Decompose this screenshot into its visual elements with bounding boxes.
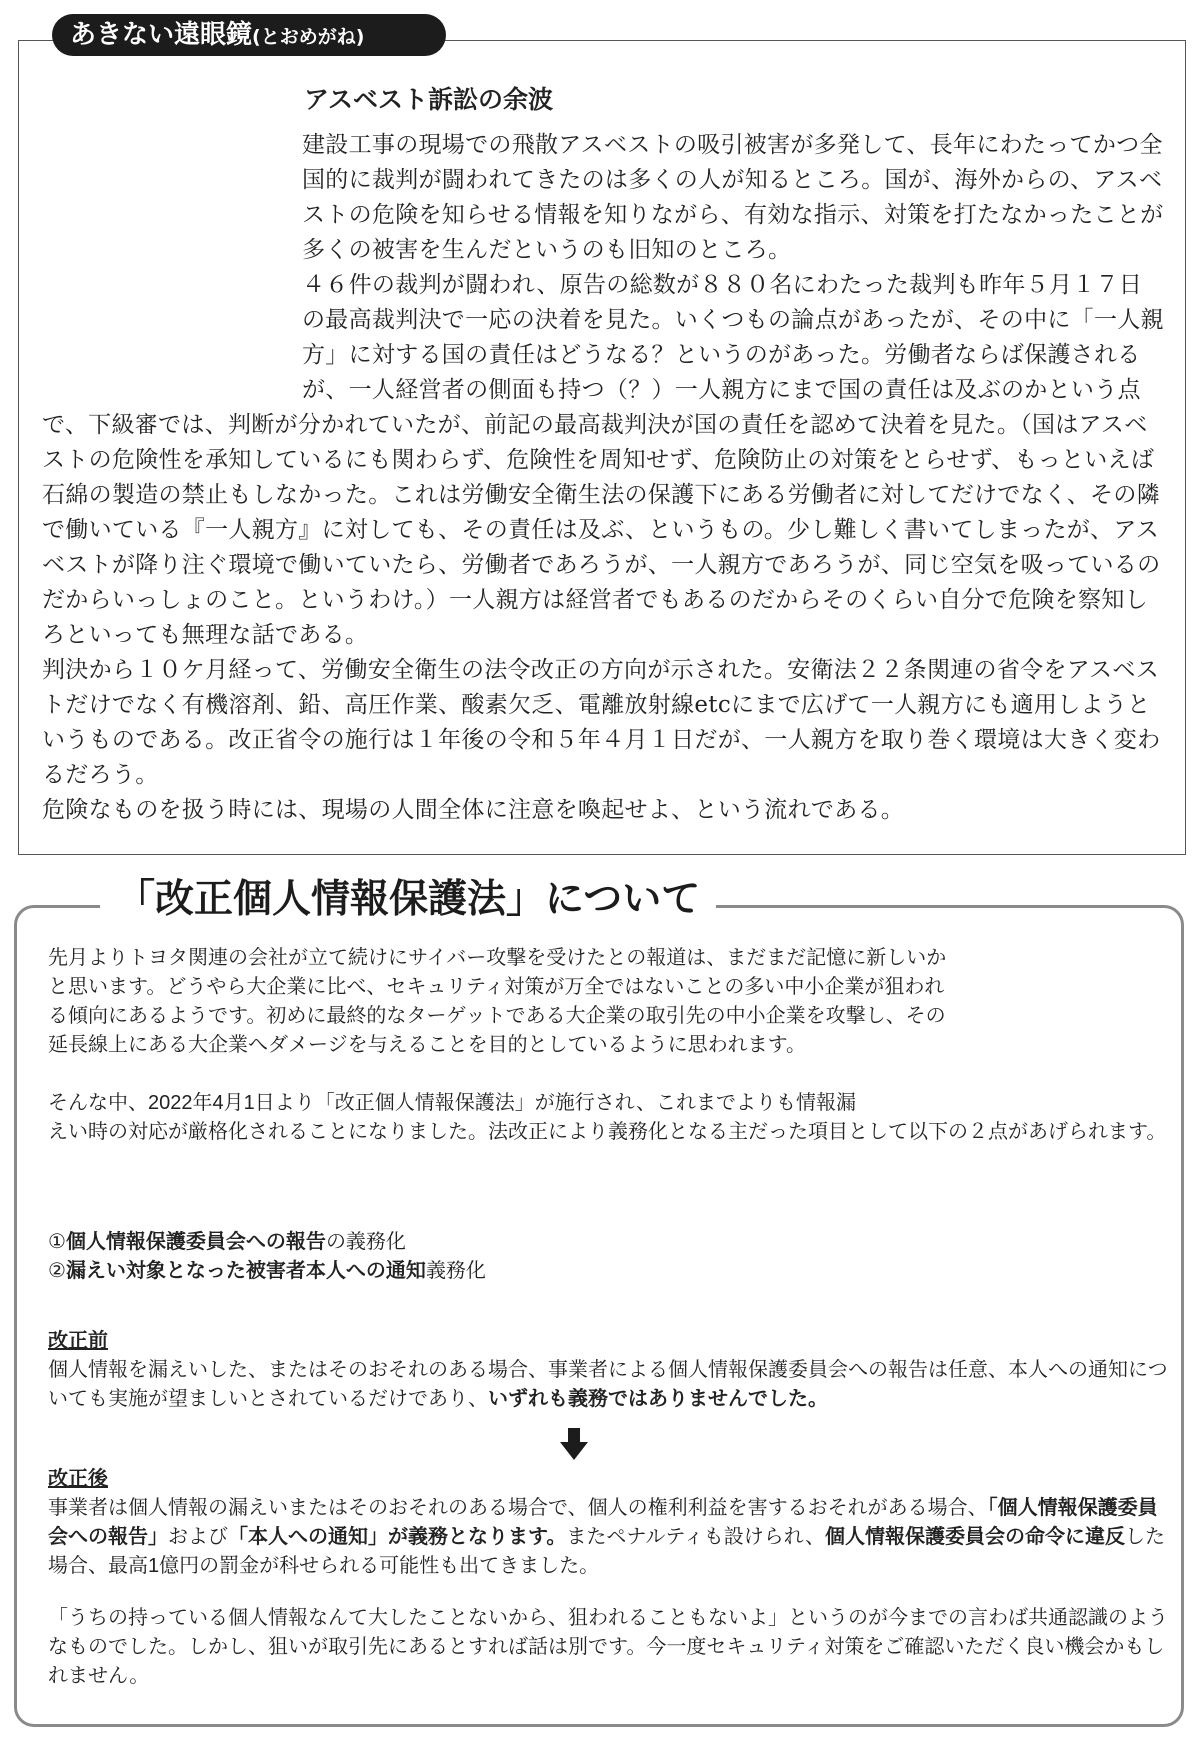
duty-item-2-suffix: 義務化 (425, 1260, 486, 1282)
duty-item-1 (48, 1228, 486, 1257)
down-arrow-icon (560, 1428, 588, 1460)
amendment-paragraph (48, 1089, 1168, 1147)
after-bold-3: 個人情報保護委員会の命令に違反 (825, 1526, 1126, 1548)
after-text-4: した場合、最高1億円の罰金が科せられる可能性も出てきました。 (48, 1526, 1166, 1577)
duty-item-2-number: ② (48, 1260, 66, 1282)
before-text: 個人情報を漏えいした、またはそのおそれのある場合、事業者による個人情報保護委員会への報告は任意、本人への通知についても実施が望ましいとされているだけであり、 (48, 1359, 1168, 1410)
after-text-2: および (168, 1526, 228, 1548)
intro-paragraph: 先月よりトヨタ関連の会社が立て続けにサイバー攻撃を受けたとの報道は、まだまだ記憶に新しいかと思います。どうやら大企業に比べ、セキュリティ対策が万全ではないことの多い中小企業が狙われる傾向にあるようです。初めに最終的なターゲットである大企業の取引先の中小企業を攻撃し、その延長線上にある大企業へダメージを与えることを目的としているように思われます。 (48, 947, 947, 1056)
badge-reading: (とおめがね) (252, 26, 365, 48)
after-bold-2: 「本人への通知」が義務となります。 (228, 1526, 567, 1548)
badge-title: あきない遠眼鏡 (70, 20, 253, 50)
column-title: アスベスト訴訟の余波 (304, 85, 554, 114)
column-paragraph-4: 危険なものを扱う時には、現場の人間全体に注意を喚起せよ、という流れである。 (42, 797, 905, 823)
duty-item-1-suffix: の義務化 (325, 1231, 406, 1253)
duty-list (48, 1228, 486, 1286)
after-heading: 改正後 (48, 1468, 108, 1490)
closing-paragraph: 「うちの持っている個人情報なんて大したことないから、狙われることもないよ」というのが今までの言わば共通認識のようなものでした。しかし、狙いが取引先にあるとすれば話は別です。今一度セキュリティ対策をご確認いただく良い機会かもしれません。 (48, 1607, 1168, 1687)
column-badge (52, 14, 446, 56)
duty-item-2-bold: 漏えい対象となった被害者本人への通知 (65, 1260, 426, 1282)
before-block (48, 1327, 1168, 1414)
column-body-wide (42, 408, 1164, 828)
after-bold-1: 「個人情報保護委員会への報告」 (48, 1497, 1158, 1548)
after-text-3: またペナルティも設けられ、 (566, 1526, 826, 1548)
after-text-1: 事業者は個人情報の漏えいまたはそのおそれのある場合で、個人の権利利益を害するおそれがある場合、 (48, 1497, 988, 1519)
after-block (48, 1465, 1168, 1581)
column-body-narrow (302, 128, 1164, 408)
before-heading: 改正前 (48, 1330, 108, 1352)
duty-item-1-bold: 個人情報保護委員会への報告 (65, 1231, 326, 1253)
duty-item-2 (48, 1257, 486, 1286)
column-paragraph-3: 判決から１０ケ月経って、労働安全衛生の法令改正の方向が示された。安衛法２２条関連の省令をアスベストだけでなく有機溶剤、鉛、高圧作業、酸素欠乏、電離放射線etcにまで広げて一人親方にも適用しようというものである。改正省令の施行は１年後の令和５年４月１日だが、一人親方を取り巻く環境は大きく変わるだろう。 (42, 657, 1161, 788)
column-paragraph-1: 建設工事の現場での飛散アスベストの吸引被害が多発して、長年にわたってかつ全国的に裁判が闘われてきたのは多くの人が知るところ。国が、海外からの、アスベストの危険を知らせる情報を知りながら、有効な指示、対策を打たなかったことが多くの被害を生んだというのも旧知のところ。 (302, 132, 1164, 263)
column-paragraph-2-end: で、下級審では、判断が分かれていたが、前記の最高裁判決が国の責任を認めて決着を見た。（国はアスベストの危険性を承知しているにも関わらず、危険性を周知せず、危険防止の対策をとらせず、もっといえば石綿の製造の禁止もしなかった。これは労働安全衛生法の保護下にある労働者に対してだけでなく、その隣で働いている『一人親方』に対しても、その責任は及ぶ、というもの。少し難しく書いてしまったが、アスベストが降り注ぐ環境で働いていたら、労働者であろうが、一人親方であろうが、同じ空気を吸っているのだからいっしょのこと。というわけ。）一人親方は経営者でもあるのだからそのくらい自分で危険を察知しろといっても無理な話である。 (42, 412, 1161, 648)
duty-item-1-number: ① (48, 1231, 66, 1253)
column-paragraph-2-start: ４６件の裁判が闘われ、原告の総数が８８０名にわたった裁判も昨年５月１７日の最高裁判決で一応の決着を見た。いくつもの論点があったが、その中に「一人親方」に対する国の責任はどうなる？というのがあった。労働者ならば保護されるが、一人経営者の側面も持つ（？）一人親方にまで国の責任は及ぶのかという点 (302, 272, 1164, 403)
privacy-law-title: 「改正個人情報保護法」について (100, 870, 716, 930)
amendment-line-rest: えい時の対応が厳格化されることになりました。法改正により義務化となる主だった項目として以下の２点があげられます。 (48, 1121, 1167, 1143)
before-bold: いずれも義務ではありませんでした。 (488, 1388, 828, 1410)
amendment-line-1: そんな中、2022年4月1日より「改正個人情報保護法」が施行され、これまでよりも情報漏 (48, 1092, 856, 1114)
